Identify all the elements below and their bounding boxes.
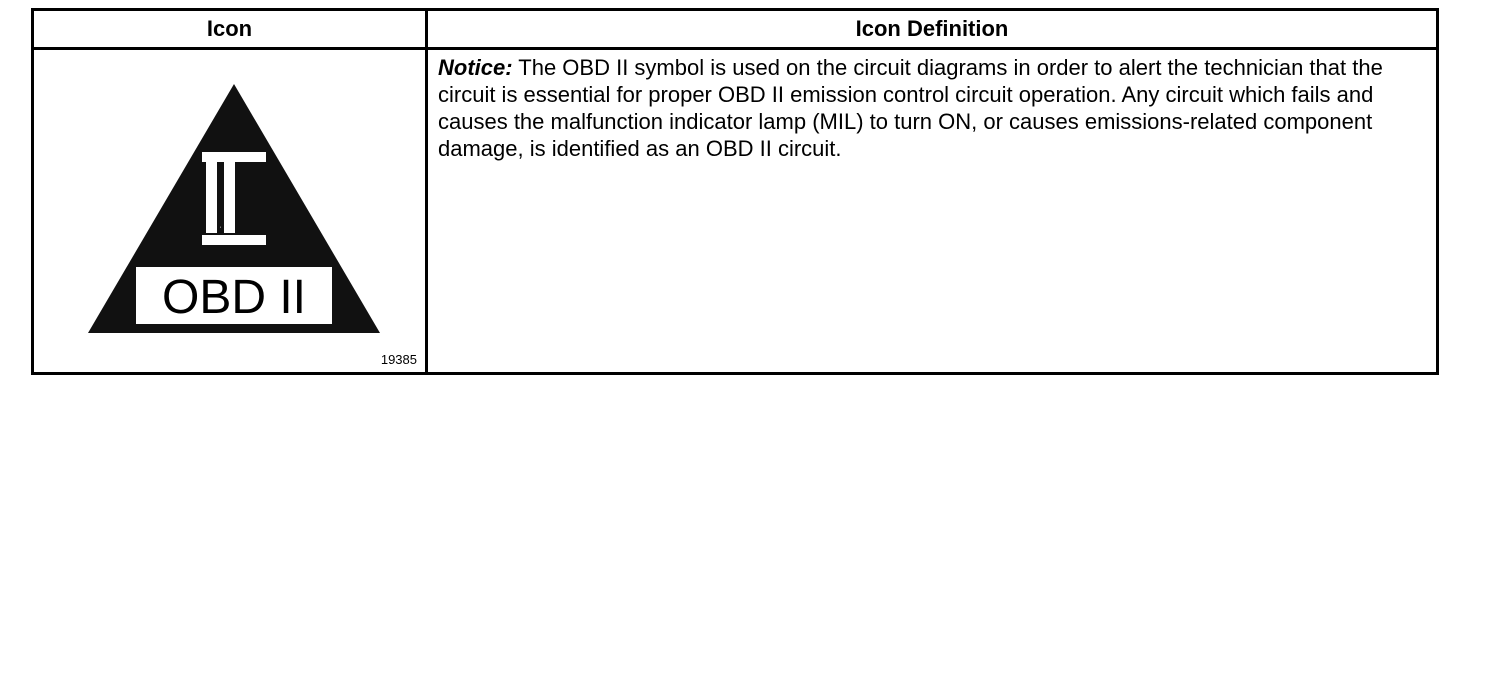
roman-numeral-text: II [220,227,222,229]
table-header-row [34,11,1436,50]
definition-paragraph [438,54,1426,162]
figure-number: 19385 [380,352,417,367]
icon-definition-table [31,8,1439,375]
obd-ii-triangle-icon [34,50,425,375]
definition-text: The OBD II symbol is used on the circuit diagrams in order to alert the technician that the circuit is essential for proper OBD II emission control circuit operation. Any circuit which fails and causes the malfunction indicator lamp (MIL) to turn ON, or causes emissions-related component damage, is identified as an OBD II circuit. [438,55,1383,161]
header-icon-definition: Icon Definition [855,16,1009,41]
header-icon: Icon [206,16,253,41]
icon-cell [34,50,425,372]
definition-cell [428,50,1436,372]
obd-ii-label: OBD II [161,271,307,324]
notice-label: Notice: [438,55,513,80]
